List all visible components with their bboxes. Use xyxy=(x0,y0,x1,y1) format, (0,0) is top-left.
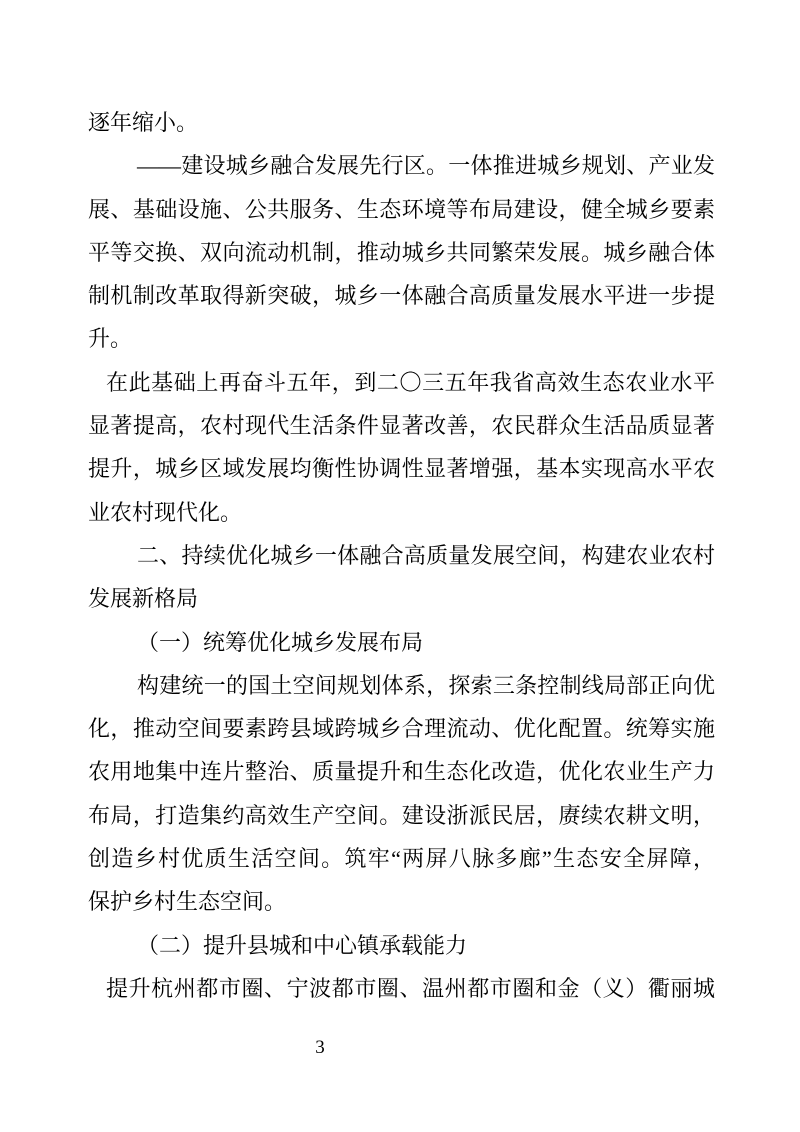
text-line: 展、基础设施、公共服务、生态环境等布局建设，健全城乡要素 xyxy=(88,196,715,222)
text-line: 平等交换、双向流动机制，推动城乡共同繁荣发展。城乡融合体 xyxy=(88,239,715,265)
text-line: 制机制改革取得新突破，城乡一体融合高质量发展水平进一步提 xyxy=(88,283,715,309)
text-line: 创造乡村优质生活空间。筑牢“两屏八脉多廊”生态安全屏障， xyxy=(88,846,716,872)
text-line: 显著提高，农村现代生活条件显著改善，农民群众生活品质显著 xyxy=(88,413,715,439)
text-line: 发展新格局 xyxy=(88,586,199,612)
text-line: 保护乡村生态空间。 xyxy=(88,889,287,915)
text-line: 二、持续优化城乡一体融合高质量发展空间，构建农业农村 xyxy=(137,542,715,568)
text-line: 提升，城乡区域发展均衡性协调性显著增强，基本实现高水平农 xyxy=(88,456,715,482)
text-line: 升。 xyxy=(88,326,133,352)
text-line: 在此基础上再奋斗五年，到二〇三五年我省高效生态农业水平 xyxy=(106,369,715,395)
text-line: 业农村现代化。 xyxy=(88,499,243,525)
document-body xyxy=(88,101,715,1010)
text-line: ——建设城乡融合发展先行区。一体推进城乡规划、产业发 xyxy=(137,153,715,179)
text-line: （一）统筹优化城乡发展布局 xyxy=(137,629,424,655)
text-line: 化，推动空间要素跨县域跨城乡合理流动、优化配置。统筹实施 xyxy=(88,716,715,742)
text-line: 构建统一的国土空间规划体系，探索三条控制线局部正向优 xyxy=(137,672,715,698)
text-line: 布局，打造集约高效生产空间。建设浙派民居，赓续农耕文明， xyxy=(88,802,715,828)
text-line: 提升杭州都市圈、宁波都市圈、温州都市圈和金（义）衢丽城 xyxy=(106,975,715,1001)
text-line: 逐年缩小。 xyxy=(88,110,199,135)
text-line: （二）提升县城和中心镇承载能力 xyxy=(137,932,468,958)
text-line: 农用地集中连片整治、质量提升和生态化改造，优化农业生产力 xyxy=(88,759,715,785)
page-number: 3 xyxy=(315,1037,325,1058)
